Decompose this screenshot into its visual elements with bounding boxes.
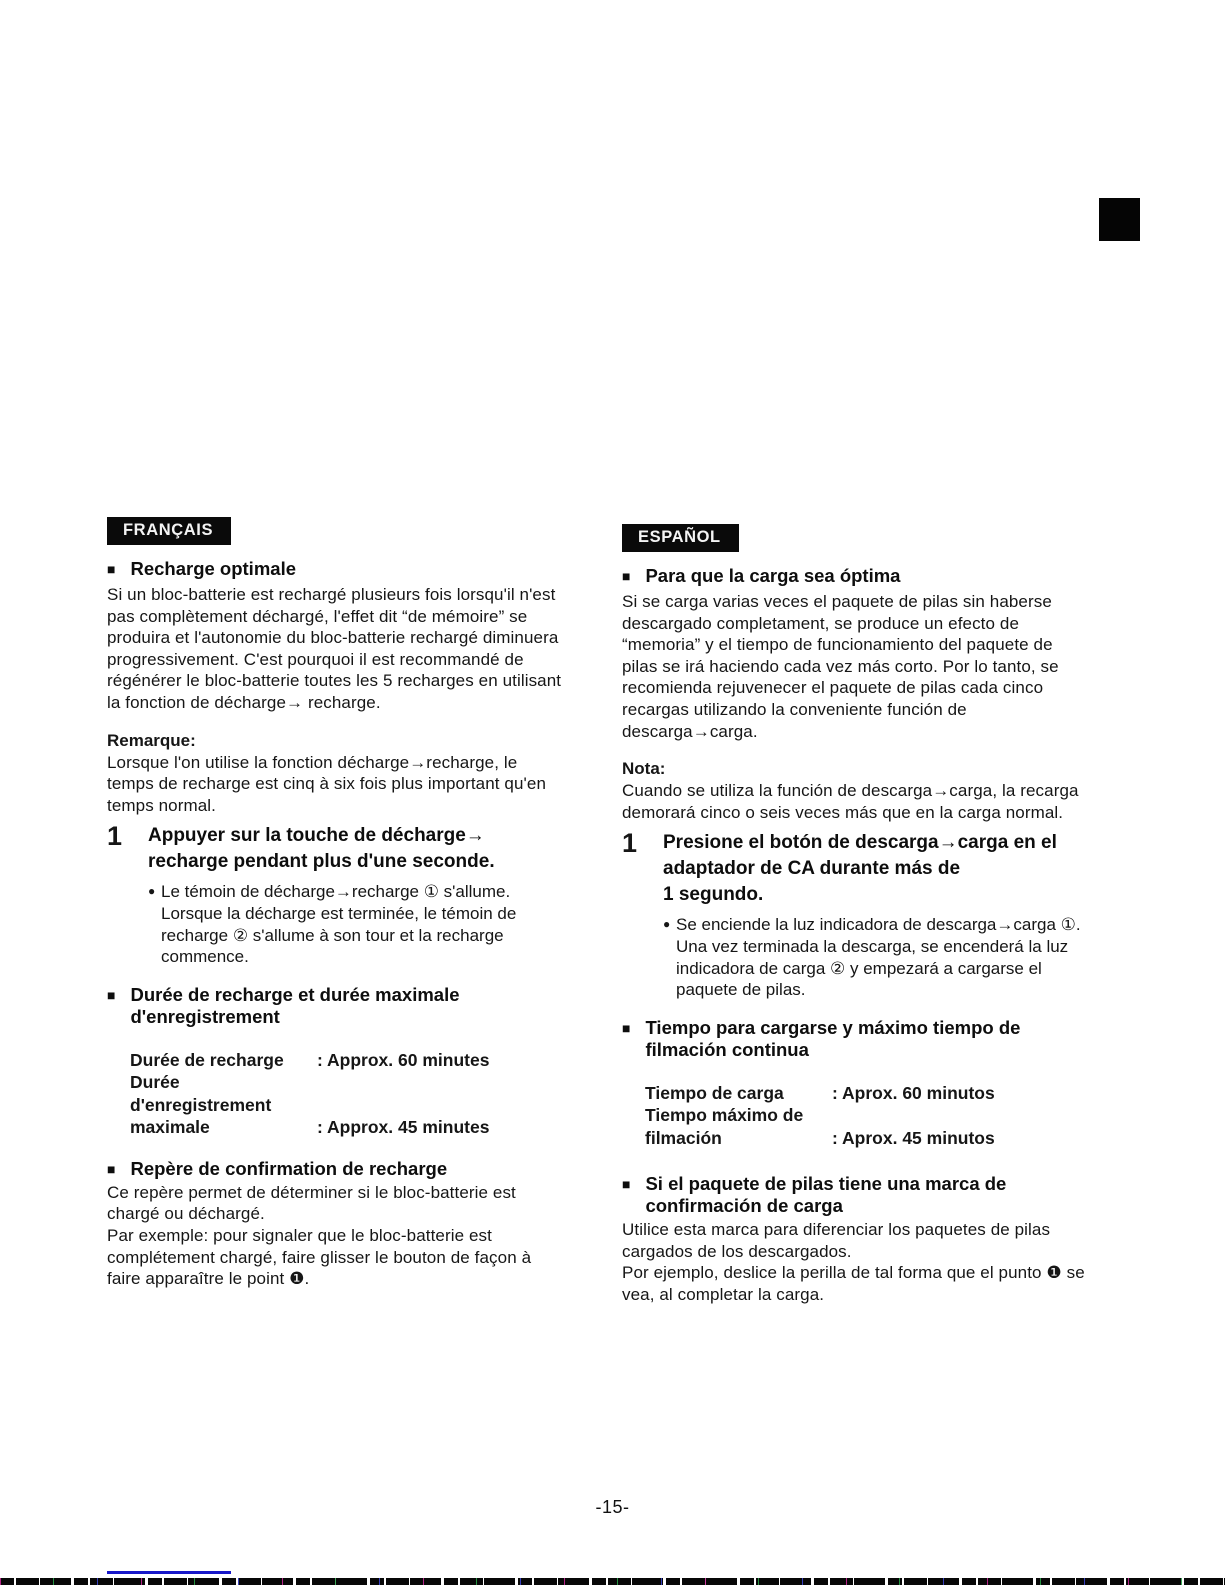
- fr-note-label: Remarque:: [107, 730, 196, 750]
- es-spec-value-filmacion: : Aprox. 45 minutos: [832, 1127, 995, 1148]
- es-spec-label-line1: Tiempo máximo de: [645, 1105, 804, 1126]
- fr-paragraph-repere-1: Ce repère permet de déterminer si le bloc-batterie est chargé ou déchargé.: [107, 1182, 516, 1224]
- es-note-label: Nota:: [622, 759, 666, 779]
- fr-section-heading-duree: [107, 984, 565, 1028]
- fr-step-bullet: [148, 881, 565, 967]
- fr-step-body: [148, 823, 565, 967]
- fr-spec-label-line2: maximale: [130, 1117, 210, 1138]
- es-section-title: Para que la carga sea óptima: [645, 565, 901, 586]
- fr-paragraph-intro: Si un bloc-batterie est rechargé plusieurs fois lorsqu'il n'est pas complètement déchargé, l'effet dit “de mémoire” se produira et l'autonomie du bloc-batterie rechargé diminuera progressivement. C'est pourquoi il est recommandé de régénérer le bloc-batterie toutes les 5 recharges en utilisant la fonction de décharge→ recharge.: [107, 585, 562, 712]
- es-step-heading-line2: adaptador de CA durante más de: [663, 858, 961, 880]
- es-section-title-marca: Si el paquete de pilas tiene una marca de confirmación de carga: [645, 1173, 1007, 1217]
- scan-edge-dashed-line: [0, 1578, 1225, 1585]
- french-column: [107, 517, 565, 1290]
- fr-step-number: 1: [107, 821, 123, 852]
- section-square-icon: ■: [622, 1019, 631, 1036]
- es-step-heading-line1: Presione el botón de descarga→carga en el: [663, 832, 1057, 854]
- fr-step-1: [107, 823, 565, 967]
- table-row: [130, 1049, 565, 1072]
- fr-spec-table: [130, 1049, 565, 1139]
- fr-spec-label-line1: Durée d'enregistrement: [130, 1072, 272, 1115]
- es-paragraph-marca-1: Utilice esta marca para diferenciar los paquetes de pilas cargados de los descargados.: [622, 1220, 1051, 1261]
- fr-section-title-duree: Durée de recharge et durée maximale d'enregistrement: [130, 983, 460, 1027]
- section-square-icon: ■: [107, 986, 116, 1003]
- es-step-bullet-text: Se enciende la luz indicadora de descarga→carga ①. Una vez terminada la descarga, se encenderá la luz indicadora de carga ② y empezará a cargarse el paquete de pilas.: [676, 915, 1081, 1000]
- es-section-title-tiempo: Tiempo para cargarse y máximo tiempo de filmación continua: [645, 1016, 1021, 1060]
- es-step-body: [663, 830, 1087, 1000]
- es-step-heading-line3: 1 segundo.: [663, 884, 764, 906]
- fr-step-bullet-text: Le témoin de décharge→recharge ① s'allume. Lorsque la décharge est terminée, le témoin de recharge ② s'allume à son tour et la recharge commence.: [161, 882, 517, 967]
- fr-step-heading-line2: recharge pendant plus d'une seconde.: [148, 851, 495, 873]
- section-square-icon: ■: [622, 568, 631, 584]
- fr-spec-label-recharge: Durée de recharge: [130, 1049, 284, 1070]
- table-row: [645, 1104, 1087, 1149]
- es-section-heading-carga-optima: [622, 565, 1087, 587]
- es-spec-label-line2: filmación: [645, 1127, 722, 1148]
- fr-section-title-repere: Repère de confirmation de recharge: [130, 1157, 448, 1179]
- fr-spec-value-enregistrement: : Approx. 45 minutes: [317, 1117, 490, 1138]
- fr-spec-value-recharge: : Approx. 60 minutes: [317, 1049, 490, 1070]
- es-step-number: 1: [622, 828, 638, 859]
- fr-section-heading-recharge-optimale: [107, 558, 565, 580]
- language-banner-espanol: ESPAÑOL: [622, 524, 739, 552]
- es-spec-value-carga: : Aprox. 60 minutos: [832, 1082, 995, 1103]
- fr-paragraph-repere-2: Par exemple: pour signaler que le bloc-batterie est complétement chargé, faire glisser le bouton de façon à faire apparaître le point ❶.: [107, 1225, 532, 1289]
- spanish-column: [622, 524, 1087, 1306]
- es-section-heading-tiempo: [622, 1017, 1087, 1061]
- es-spec-table: [645, 1082, 1087, 1150]
- es-note-text: Cuando se utiliza la función de descarga→carga, la recarga demorará cinco o seis veces más que en la carga normal.: [622, 781, 1079, 822]
- page-corner-marker: [1099, 198, 1140, 241]
- es-step-1: [622, 830, 1087, 1000]
- es-spec-label-filmacion: [645, 1104, 832, 1149]
- fr-section-title: Recharge optimale: [130, 558, 296, 579]
- page-number: -15-: [595, 1497, 630, 1517]
- fr-step-heading-line1: Appuyer sur la touche de décharge→: [148, 825, 485, 847]
- section-square-icon: ■: [622, 1176, 631, 1193]
- bullet-dot-icon: ●: [148, 884, 156, 899]
- fr-section-heading-repere: [107, 1158, 565, 1180]
- language-banner-francais: FRANÇAIS: [107, 517, 231, 545]
- es-paragraph-marca-2: Por ejemplo, deslice la perilla de tal forma que el punto ❶ se vea, al completar la carga.: [622, 1263, 1085, 1304]
- es-step-bullet: [663, 914, 1087, 1000]
- section-square-icon: ■: [107, 1160, 116, 1177]
- fr-note-text: Lorsque l'on utilise la fonction décharge→recharge, le temps de recharge est cinq à six fois plus important qu'en temps normal.: [107, 752, 546, 815]
- table-row: [645, 1082, 1087, 1105]
- es-spec-label-carga: Tiempo de carga: [645, 1082, 784, 1103]
- section-square-icon: ■: [107, 561, 116, 577]
- blue-underline-mark: [107, 1571, 231, 1574]
- es-section-heading-marca: [622, 1173, 1087, 1217]
- es-paragraph-intro: Si se carga varias veces el paquete de pilas sin haberse descargado completament, se produce un efecto de “memoria” y el tiempo de funcionamiento del paquete de pilas se irá haciendo cada vez más corto. Por lo tanto, se recomienda rejuvenecer el paquete de pilas cada cinco recargas utilizando la conveniente función de descarga→carga.: [622, 592, 1059, 741]
- bullet-dot-icon: ●: [663, 917, 671, 932]
- table-row: [130, 1071, 565, 1139]
- fr-spec-label-enregistrement: [130, 1071, 317, 1139]
